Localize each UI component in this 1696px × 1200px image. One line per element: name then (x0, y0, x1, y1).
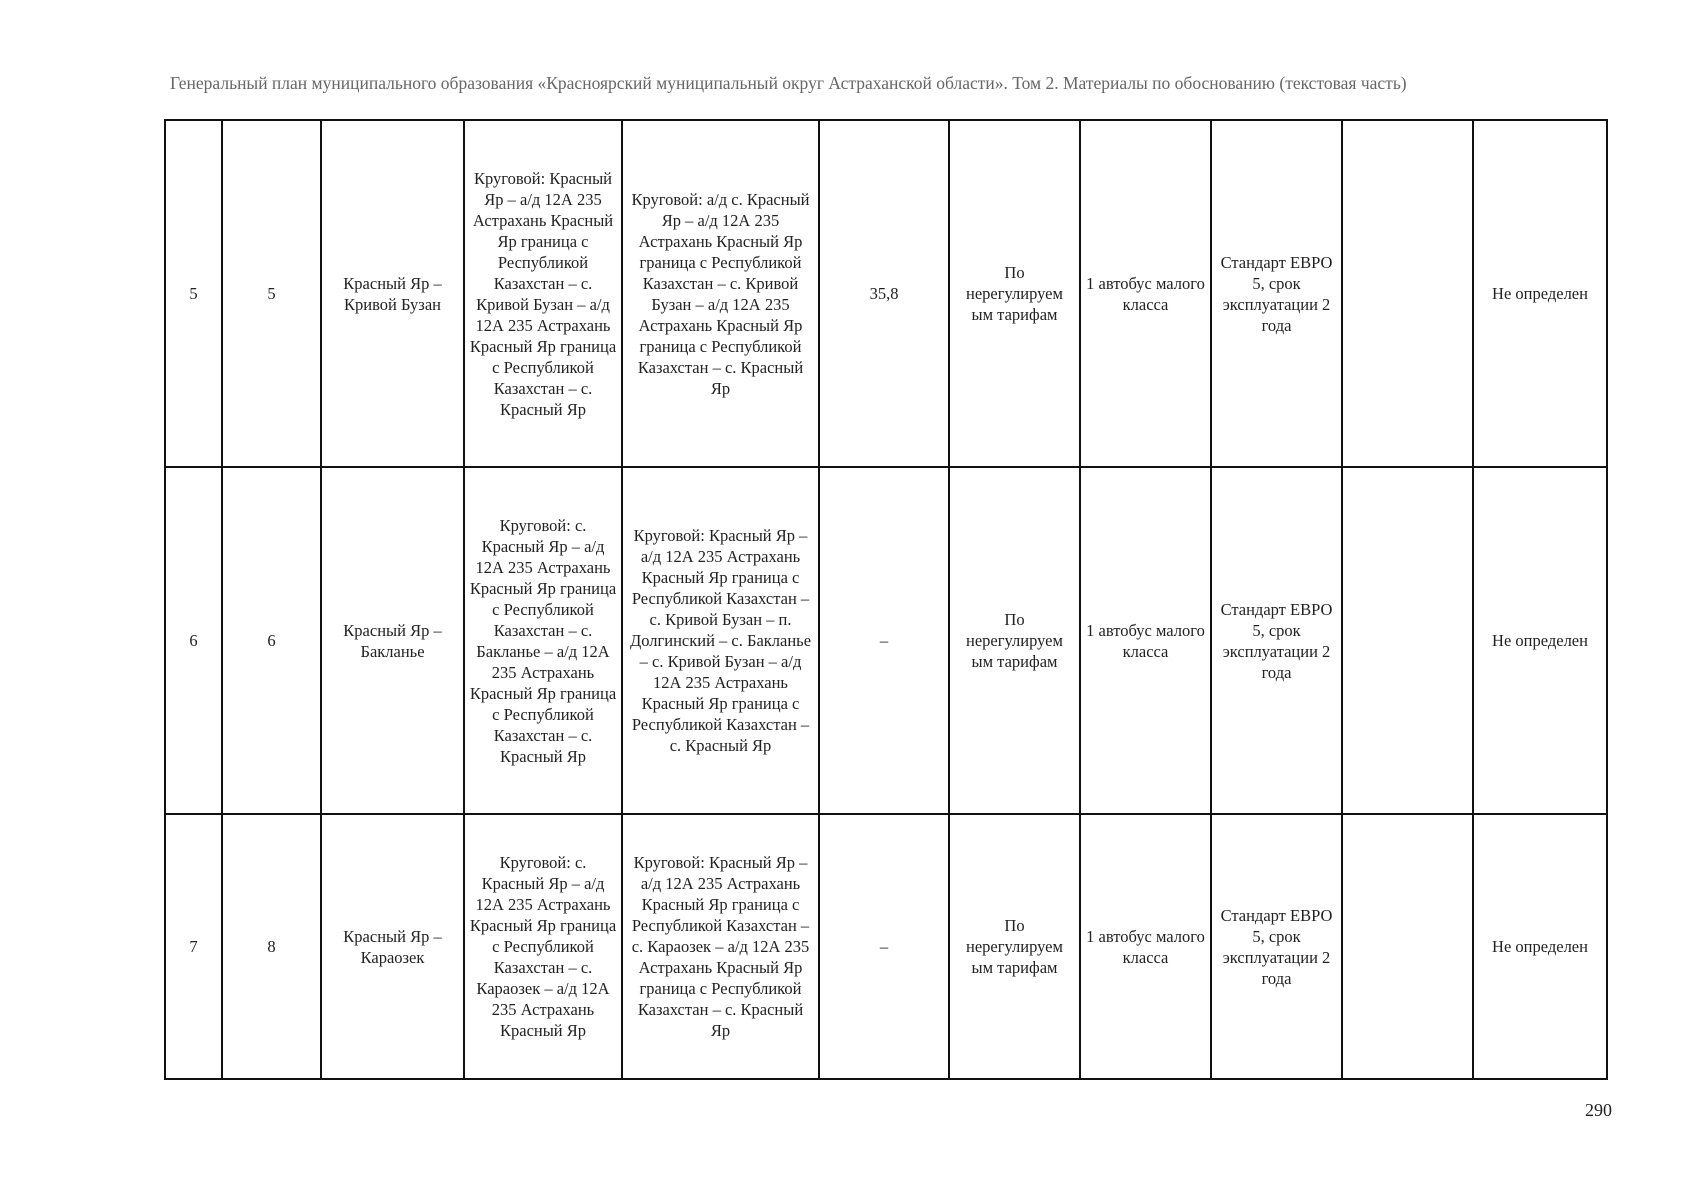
table-row (165, 814, 1607, 1079)
cell-length: 35,8 (819, 120, 949, 467)
cell-route-backward: Круговой: Красный Яр – а/д 12А 235 Астрахань Красный Яр граница с Республикой Казахстан – с. Караозек – а/д 12А 235 Астрахань Красный Яр граница с Республикой Казахстан – с. Красный Яр (622, 814, 819, 1079)
cell-route-name: Красный Яр – Бакланье (321, 467, 464, 814)
cell-ecology: Стандарт ЕВРО 5, срок эксплуатации 2 года (1211, 120, 1342, 467)
cell-carrier: Не определен (1473, 814, 1607, 1079)
table-row (165, 467, 1607, 814)
cell-number: 7 (165, 814, 222, 1079)
cell-route-number: 5 (222, 120, 321, 467)
page-header: Генеральный план муниципального образования «Красноярский муниципальный округ Астраханской области». Том 2. Материалы по обоснованию (текстовая часть) (170, 73, 1407, 93)
cell-vehicles: 1 автобус малого класса (1080, 467, 1211, 814)
cell-route-name: Красный Яр – Кривой Бузан (321, 120, 464, 467)
cell-ecology: Стандарт ЕВРО 5, срок эксплуатации 2 года (1211, 814, 1342, 1079)
table-row (165, 120, 1607, 467)
cell-tariff: По нерегулируем ым тарифам (949, 814, 1080, 1079)
cell-ecology: Стандарт ЕВРО 5, срок эксплуатации 2 года (1211, 467, 1342, 814)
cell-carrier: Не определен (1473, 120, 1607, 467)
cell-route-backward: Круговой: Красный Яр – а/д 12А 235 Астрахань Красный Яр граница с Республикой Казахстан – с. Кривой Бузан – п. Долгинский – с. Бакланье – с. Кривой Бузан – а/д 12А 235 Астрахань Красный Яр граница с Республикой Казахстан – с. Красный Яр (622, 467, 819, 814)
cell-route-number: 8 (222, 814, 321, 1079)
routes-table (164, 119, 1608, 1080)
cell-extra (1342, 120, 1473, 467)
cell-number: 5 (165, 120, 222, 467)
cell-route-name: Красный Яр – Караозек (321, 814, 464, 1079)
page-number: 290 (1585, 1100, 1612, 1120)
cell-length: – (819, 814, 949, 1079)
cell-carrier: Не определен (1473, 467, 1607, 814)
cell-route-number: 6 (222, 467, 321, 814)
cell-extra (1342, 467, 1473, 814)
cell-vehicles: 1 автобус малого класса (1080, 814, 1211, 1079)
cell-length: – (819, 467, 949, 814)
cell-route-forward: Круговой: с. Красный Яр – а/д 12А 235 Астрахань Красный Яр граница с Республикой Казахстан – с. Караозек – а/д 12А 235 Астрахань Красный Яр (464, 814, 622, 1079)
cell-number: 6 (165, 467, 222, 814)
cell-extra (1342, 814, 1473, 1079)
cell-route-backward: Круговой: а/д с. Красный Яр – а/д 12А 235 Астрахань Красный Яр граница с Республикой Казахстан – с. Кривой Бузан – а/д 12А 235 Астрахань Красный Яр граница с Республикой Казахстан – с. Красный Яр (622, 120, 819, 467)
cell-tariff: По нерегулируем ым тарифам (949, 467, 1080, 814)
cell-route-forward: Круговой: Красный Яр – а/д 12А 235 Астрахань Красный Яр граница с Республикой Казахстан – с. Кривой Бузан – а/д 12А 235 Астрахань Красный Яр граница с Республикой Казахстан – с. Красный Яр (464, 120, 622, 467)
cell-vehicles: 1 автобус малого класса (1080, 120, 1211, 467)
cell-route-forward: Круговой: с. Красный Яр – а/д 12А 235 Астрахань Красный Яр граница с Республикой Казахстан – с. Бакланье – а/д 12А 235 Астрахань Красный Яр граница с Республикой Казахстан – с. Красный Яр (464, 467, 622, 814)
cell-tariff: По нерегулируем ым тарифам (949, 120, 1080, 467)
